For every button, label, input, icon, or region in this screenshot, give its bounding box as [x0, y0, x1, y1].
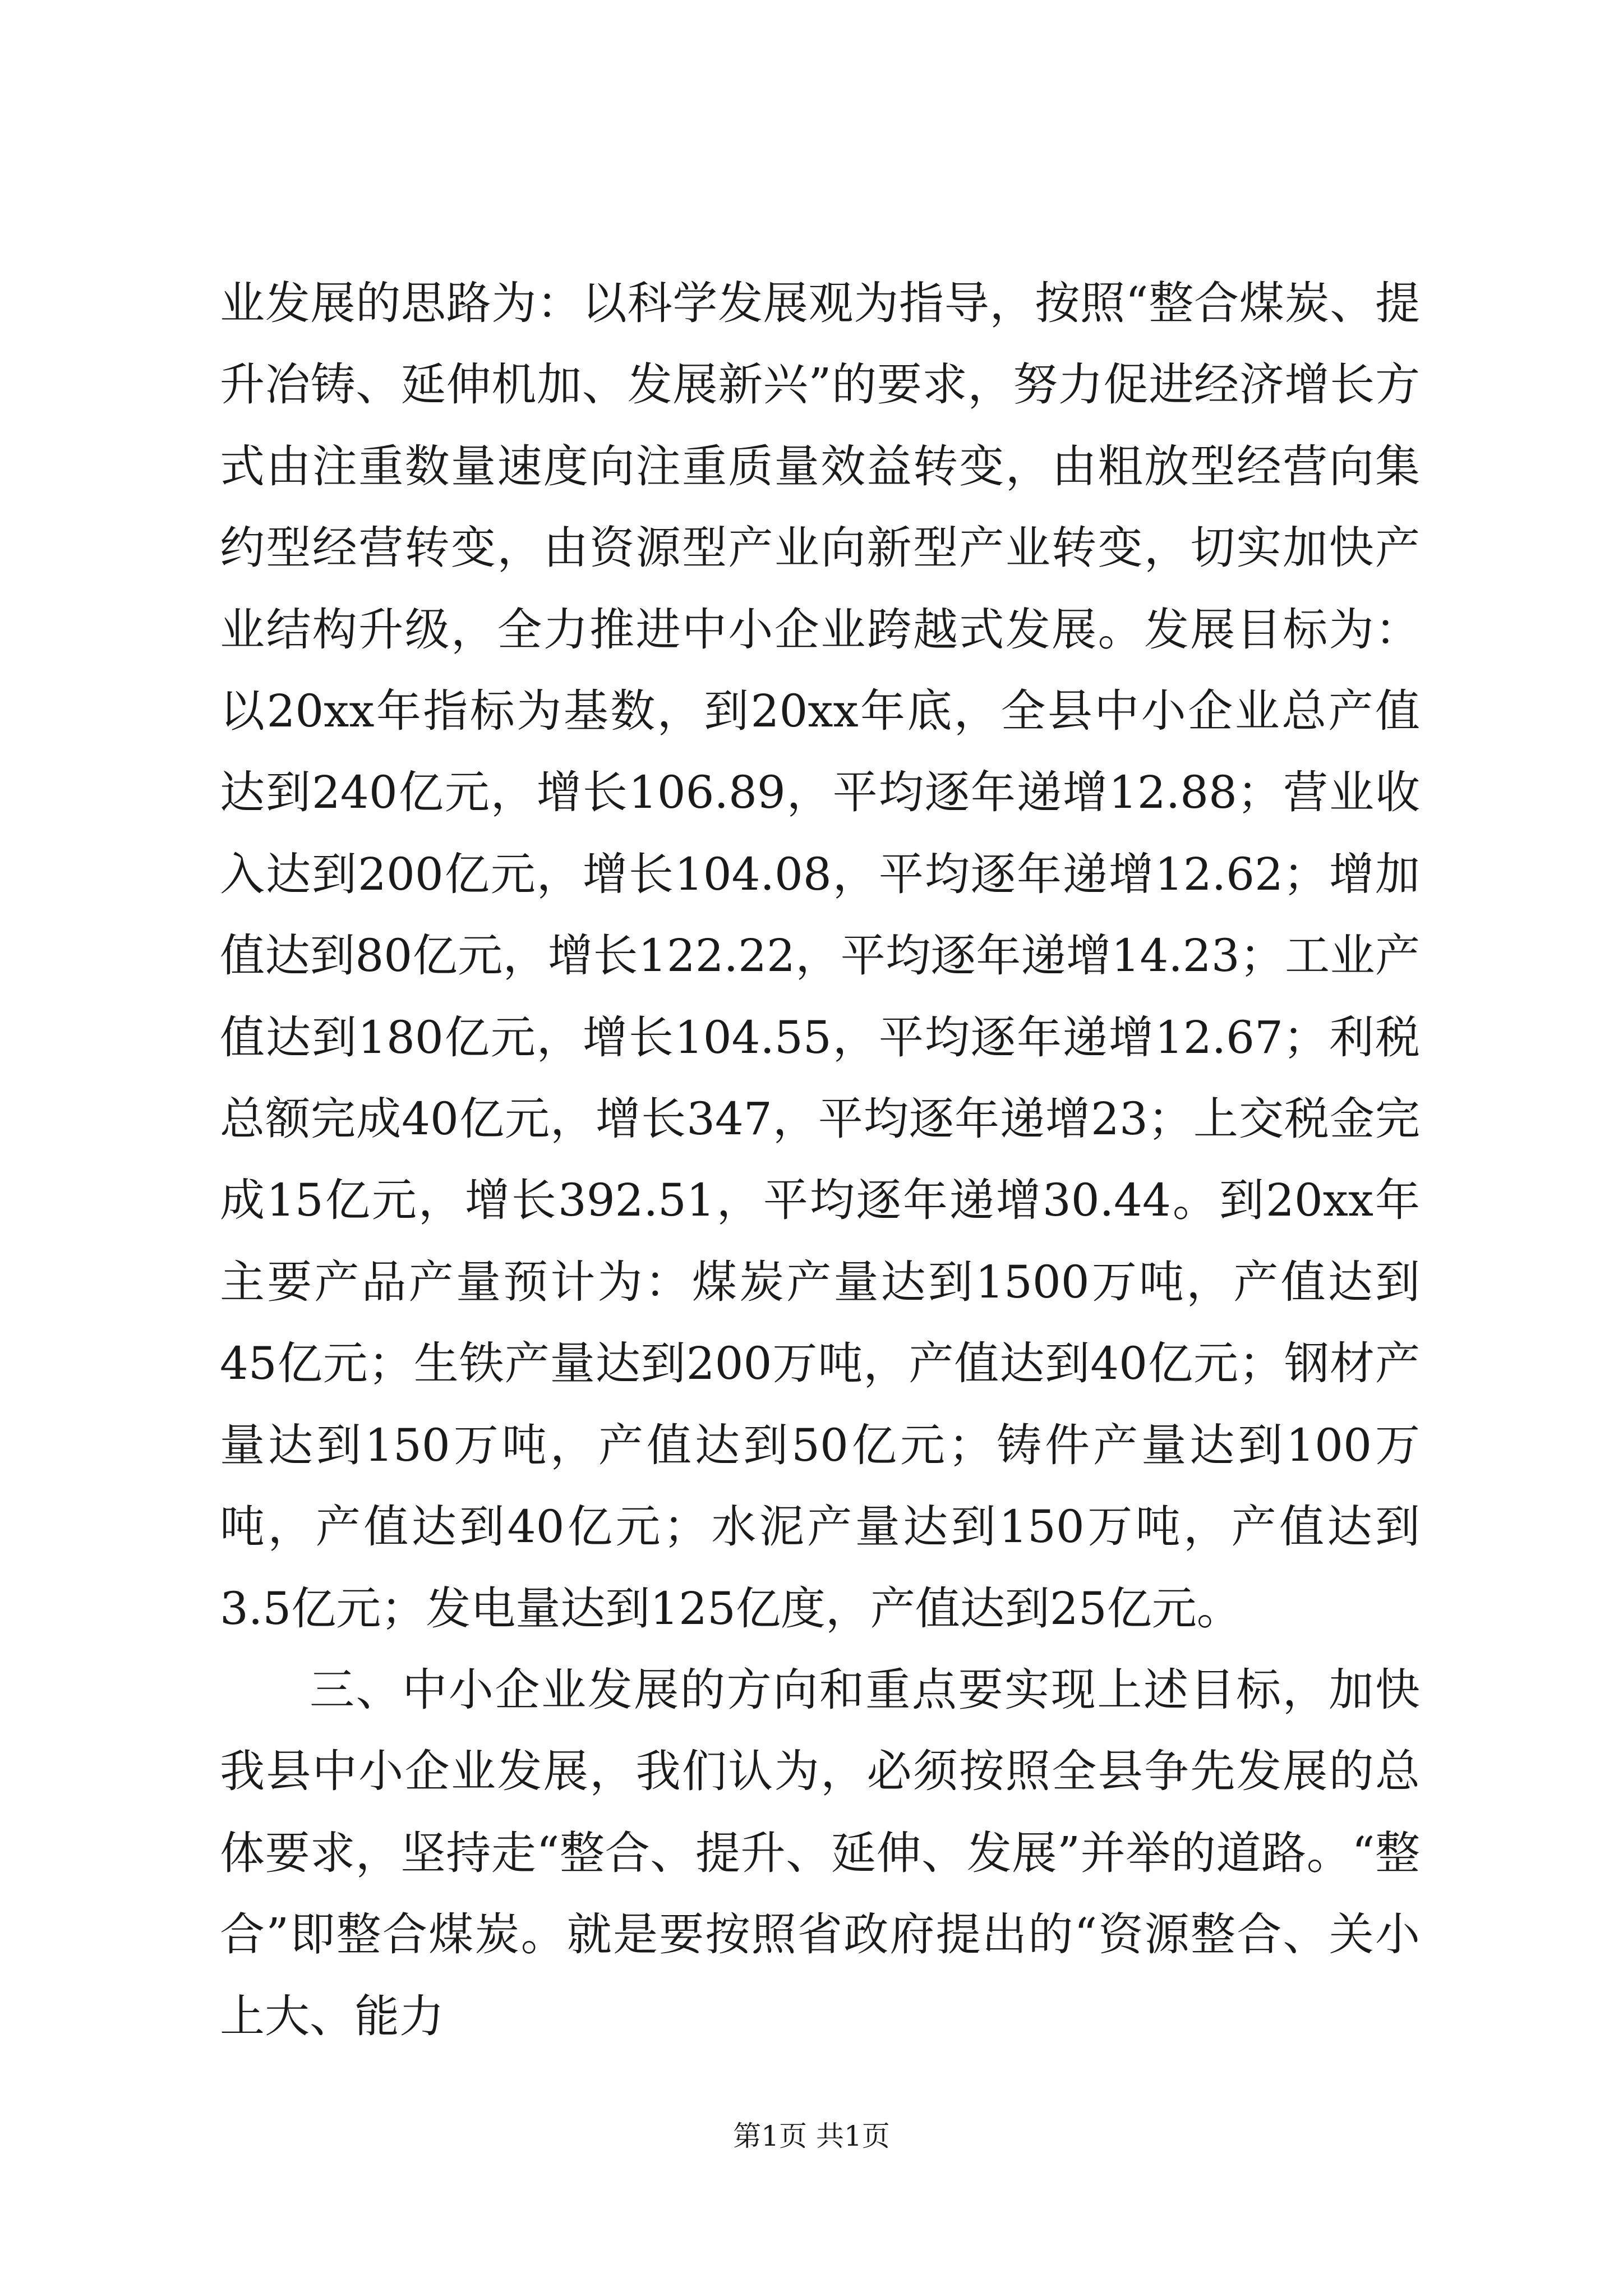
document-body — [220, 263, 1420, 2057]
paragraph-development-goals: 业发展的思路为：以科学发展观为指导，按照“整合煤炭、提升冶铸、延伸机加、发展新兴”的要求，努力促进经济增长方式由注重数量速度向注重质量效益转变，由粗放型经营向集约型经营转变，由资源型产业向新型产业转变，切实加快产业结构升级，全力推进中小企业跨越式发展。发展目标为：以20xx年指标为基数，到20xx年底，全县中小企业总产值达到240亿元，增长106.89，平均逐年递增12.88；营业收入达到200亿元，增长104.08，平均逐年递增12.62；增加值达到80亿元，增长122.22，平均逐年递增14.23；工业产值达到180亿元，增长104.55，平均逐年递增12.67；利税总额完成40亿元，增长347，平均逐年递增23；上交税金完成15亿元，增长392.51，平均逐年递增30.44。到20xx年主要产品产量预计为：煤炭产量达到1500万吨，产值达到45亿元；生铁产量达到200万吨，产值达到40亿元；钢材产量达到150万吨，产值达到50亿元；铸件产量达到100万吨，产值达到40亿元；水泥产量达到150万吨，产值达到3.5亿元；发电量达到125亿度，产值达到25亿元。 — [220, 277, 1420, 1635]
paragraph-section-three: 三、中小企业发展的方向和重点要实现上述目标，加快我县中小企业发展，我们认为，必须按照全县争先发展的总体要求，坚持走“整合、提升、延伸、发展”并举的道路。“整合”即整合煤炭。就是要按照省政府提出的“资源整合、关小上大、能力 — [220, 1663, 1420, 2042]
page-footer: 第1页 共1页 — [733, 2120, 890, 2152]
